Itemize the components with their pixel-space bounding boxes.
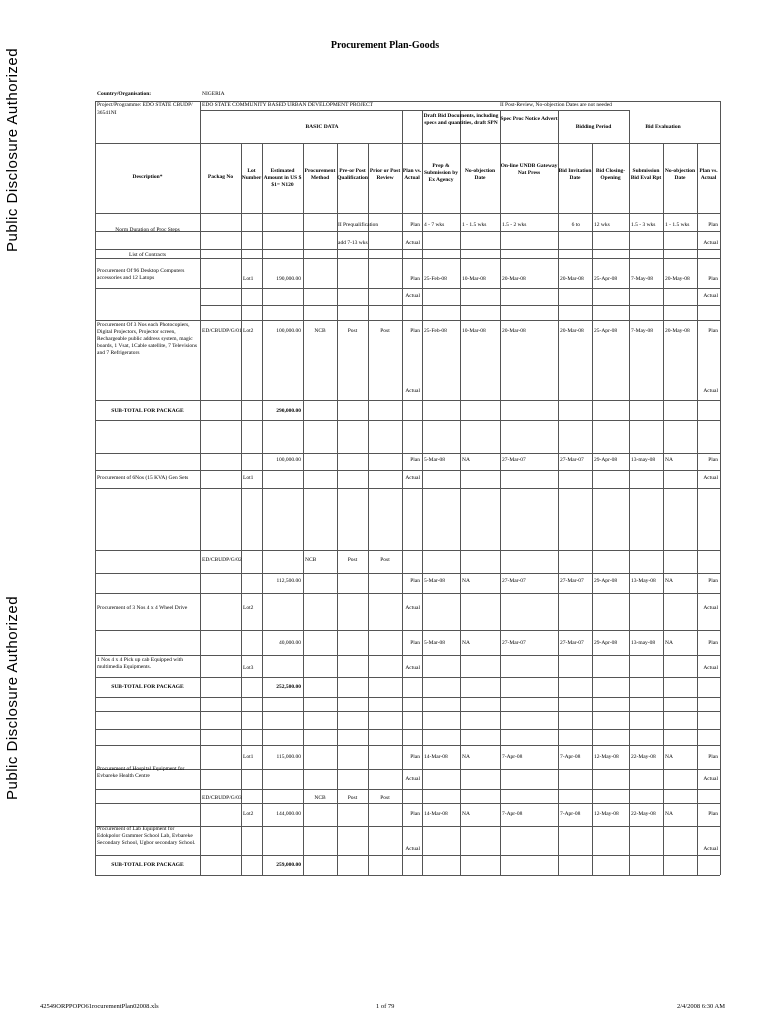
pkg2-item1-lot: Lot1 (243, 475, 254, 481)
page-title: Procurement Plan-Goods (330, 40, 440, 51)
pkg1-item2-description: Procurement Of 3 Nos each Photocopiers, Digital Projectors, Projector screen, Rechargeable public address system, magic boards, 1 Vsat, 1Cable satellite, 7 Televisions and 7 Refrigerators (97, 322, 198, 356)
norm-inv: 6 to (571, 222, 580, 228)
footer-page: 1 of 79 (376, 1003, 395, 1010)
pkg2-review: Post (380, 557, 390, 563)
norm-noobj: 1 - 1.5 wks (462, 222, 487, 228)
pkg1-item1-plan: Plan (410, 276, 420, 282)
norm-actual: Actual (405, 240, 420, 246)
pkg3-item2-description: Procurement of Lab Equipment for Edokpolor Grammer School Lab, Evbareke Secondary School, Ugbor secondary School. (97, 826, 196, 846)
pkg3-item1-description: Procurement of Hospital Equipment for Evbareke Health Centre (97, 766, 185, 779)
pkg3-item1-noobj: NA (462, 754, 470, 760)
pkg2-item1-prep: 5-Mar-08 (424, 457, 445, 463)
pkg1-item1-inv: 20-Mar-08 (560, 276, 584, 282)
pkg2-subtotal-label: SUB-TOTAL FOR PACKAGE (111, 684, 184, 690)
pkg1-item1-amount: 190,000.00 (276, 276, 301, 282)
col-proc-method: Procurement Method (304, 168, 336, 181)
bid-evaluation-label: Bid Evaluation (645, 124, 681, 130)
pkg2-item3-undb: 27-Mar-07 (502, 640, 526, 646)
pkg2-item1-noobj: NA (462, 457, 470, 463)
pkg3-item1-prep: 14-Mar-08 (424, 754, 448, 760)
pkg3-item1-amount: 115,000.00 (276, 754, 301, 760)
pkg1-item1-prep: 25-Feb-08 (424, 276, 447, 282)
pkg2-item1-undb: 27-Mar-07 (502, 457, 526, 463)
pkg3-subtotal: 259,000.00 (276, 862, 301, 868)
pkg3-item1-closing: 12-May-08 (594, 754, 619, 760)
pkg1-qual: Post (347, 328, 358, 334)
norm-sub: 1.5 - 3 wks (631, 222, 656, 228)
pkg2-item2-plan: Plan (410, 578, 420, 584)
spec-proc-label: Spec Proc Notice Advert (500, 116, 558, 122)
disclosure-watermark-top: Public Disclosure Authorized (4, 47, 21, 252)
pkg2-item2-noobj2: NA (665, 578, 673, 584)
pkg1-item2-noobj: 10-Mar-08 (462, 328, 486, 334)
col-est-amount: Estimated Amount in US $ $1= N120 (263, 168, 302, 188)
pkg2-subtotal: 252,500.00 (276, 684, 301, 690)
pkg1-item2-closing: 25-Apr-08 (594, 328, 618, 334)
col-online-undb: On-line UNDB Gateway Nat Press (500, 163, 558, 176)
col-lot-number: Lot Number (241, 168, 262, 181)
pkg2-item3-plan2: Plan (708, 640, 718, 646)
pkg2-item1-sub: 13-may-08 (631, 457, 656, 463)
pkg1-item1-description: Procurement Of 96 Desktop Computers accessories and 12 Latops (97, 268, 185, 281)
pkg2-item2-description: Procurement of 3 Nos 4 x 4 Wheel Drive (97, 605, 188, 611)
pkg2-item3-actual: Actual (405, 665, 420, 671)
pkg2-package-no: ED/CBUDP/G/02 (202, 557, 242, 563)
pkg3-item2-plan2: Plan (708, 811, 718, 817)
pkg2-item1-actual2: Actual (703, 475, 718, 481)
pkg2-item2-sub: 13-May-08 (631, 578, 656, 584)
norm-actual2: Actual (703, 240, 718, 246)
pkg3-item1-noobj2: NA (665, 754, 673, 760)
pkg1-item1-closing: 25-Apr-08 (594, 276, 618, 282)
pkg1-item1-undb: 20-Mar-08 (502, 276, 526, 282)
col-no-objection: No-objection Date (464, 168, 496, 181)
pkg2-item1-closing: 29-Apr-08 (594, 457, 618, 463)
pkg2-item2-prep: 5-Mar-08 (424, 578, 445, 584)
pkg3-item2-plan: Plan (410, 811, 420, 817)
pkg3-item2-inv: 7-Apr-08 (560, 811, 581, 817)
pkg3-item1-plan: Plan (410, 754, 420, 760)
pkg1-review: Post (380, 328, 390, 334)
pkg3-subtotal-label: SUB-TOTAL FOR PACKAGE (111, 862, 184, 868)
pkg3-item2-actual: Actual (405, 846, 420, 852)
col-no-objection-2: No-objection Date (664, 168, 696, 181)
pkg1-item2-lot: Lot2 (243, 328, 254, 334)
pkg1-item2-actual: Actual (405, 388, 420, 394)
pkg3-item1-sub: 22-May-08 (631, 754, 656, 760)
project-code: 36541NI (97, 110, 117, 116)
pkg1-item2-sub: 7-May-08 (631, 328, 653, 334)
pkg2-item3-lot: Lot3 (243, 665, 254, 671)
draft-bid-label: Draft Bid Documents, including specs and quantities, draft SPN (423, 113, 499, 126)
pkg2-item3-inv: 27-Mar-07 (560, 640, 584, 646)
pkg1-item2-plan: Plan (410, 328, 420, 334)
pkg2-item3-description: 1 Nos 4 x 4 Pick up cab Equipped with multimedia Equipments. (97, 657, 184, 670)
disclosure-watermark-bottom: Public Disclosure Authorized (4, 595, 21, 800)
pkg2-item2-actual2: Actual (703, 605, 718, 611)
country-label: Country/Organisation: (97, 91, 152, 97)
pkg2-item3-noobj: NA (462, 640, 470, 646)
review-note: II Post-Review, No-objection Dates are not needed (500, 102, 612, 108)
pkg2-item1-noobj2: NA (665, 457, 673, 463)
pkg3-item2-amount: 144,000.00 (276, 811, 301, 817)
pkg2-item1-description: Procurement of 6Nos (15 KVA) Gen Sets (97, 475, 189, 481)
pkg3-item2-closing: 12-May-08 (594, 811, 619, 817)
pkg2-item3-sub: 13-may-08 (631, 640, 656, 646)
pkg3-package-no: ED/CBUDP/G/03 (202, 795, 242, 801)
pkg2-item1-inv: 27-Mar-07 (560, 457, 584, 463)
pkg1-item1-plan2: Plan (708, 276, 718, 282)
pkg3-item1-actual: Actual (405, 776, 420, 782)
col-prepost-qual: Pre-or Post Qualification (337, 168, 368, 181)
col-prep-submission: Prep & Submission by Ex Agency (423, 163, 459, 183)
pkg1-item1-noobj2: 20-May-08 (665, 276, 690, 282)
project-value: EDO STATE COMMUNITY BASED URBAN DEVELOPMENT PROJECT (202, 102, 373, 108)
pkg1-package-no: ED/CBUDP/G/01 (202, 328, 242, 334)
pkg2-method: NCB (305, 557, 317, 563)
pkg2-qual: Post (347, 557, 358, 563)
pkg2-item3-closing: 29-Apr-08 (594, 640, 618, 646)
bidding-period-label: Bidding Period (575, 124, 612, 130)
pkg3-item2-actual2: Actual (703, 846, 718, 852)
pkg2-item2-amount: 112,500.00 (276, 578, 301, 584)
norm-undb: 1.5 - 2 wks (502, 222, 527, 228)
pkg2-item3-amount: 40,000.00 (279, 640, 301, 646)
project-label: Project/Programme: EDO STATE CBUDP/ (97, 102, 193, 108)
pkg1-item1-lot: Lot1 (243, 276, 254, 282)
pkg2-item2-noobj: NA (462, 578, 470, 584)
pkg1-item2-actual2: Actual (703, 388, 718, 394)
norm-prequal-add: add 7-13 wks (338, 240, 368, 246)
pkg1-item2-inv: 20-Mar-08 (560, 328, 584, 334)
pkg1-subtotal-label: SUB-TOTAL FOR PACKAGE (111, 408, 184, 414)
norm-noobj2: 1 - 1.5 wks (665, 222, 690, 228)
pkg3-item1-inv: 7-Apr-08 (560, 754, 581, 760)
norm-plan2: Plan (708, 222, 718, 228)
pkg3-qual: Post (347, 795, 358, 801)
pkg2-item2-closing: 29-Apr-08 (594, 578, 618, 584)
basic-data-label: BASIC DATA (305, 124, 339, 130)
pkg2-item2-plan2: Plan (708, 578, 718, 584)
pkg2-item1-actual: Actual (405, 475, 420, 481)
col-submission-bid: Submission Bid Eval Rpt (630, 168, 662, 181)
col-description: Description* (132, 174, 163, 180)
pkg1-item2-plan2: Plan (708, 328, 718, 334)
pkg1-item1-sub: 7-May-08 (631, 276, 653, 282)
pkg1-item1-actual: Actual (405, 293, 420, 299)
col-bid-invitation: Bid Invitation Date (558, 168, 592, 181)
pkg2-item2-actual: Actual (405, 605, 420, 611)
pkg2-item1-plan: Plan (410, 457, 420, 463)
norm-prep: 4 - 7 wks (424, 222, 445, 228)
pkg2-item2-lot: Lot2 (243, 605, 254, 611)
pkg1-item2-noobj2: 20-May-08 (665, 328, 690, 334)
pkg2-item2-inv: 27-Mar-07 (560, 578, 584, 584)
pkg1-item2-prep: 25-Feb-08 (424, 328, 447, 334)
col-plan-vs-actual-2: Plan vs. Actual (699, 168, 718, 181)
pkg2-item1-amount: 100,000.00 (276, 457, 301, 463)
pkg3-review: Post (380, 795, 390, 801)
pkg3-item1-undb: 7-Apr-08 (502, 754, 523, 760)
pkg3-item1-plan2: Plan (708, 754, 718, 760)
col-packag-no: Packag No (207, 174, 234, 180)
col-bid-closing: Bid Closing- Opening (595, 168, 626, 181)
norm-prequal: II Prequalification (338, 222, 379, 228)
pkg3-item2-lot: Lot2 (243, 811, 254, 817)
footer-filename: 42549ORPPOPO61rocurementPlan02008.xls (40, 1003, 159, 1010)
pkg2-item3-plan: Plan (410, 640, 420, 646)
pkg3-item2-prep: 14-Mar-08 (424, 811, 448, 817)
pkg1-subtotal: 290,000.00 (276, 408, 301, 414)
pkg1-item1-noobj: 10-Mar-08 (462, 276, 486, 282)
norm-plan: Plan (410, 222, 420, 228)
pkg3-item1-actual2: Actual (703, 776, 718, 782)
pkg1-item2-undb: 20-Mar-08 (502, 328, 526, 334)
pkg3-item2-sub: 22-May-08 (631, 811, 656, 817)
pkg2-item3-noobj2: NA (665, 640, 673, 646)
footer-timestamp: 2/4/2008 6:30 AM (677, 1003, 726, 1010)
norm-label: Norm Duration of Proc Steps (115, 227, 180, 233)
pkg2-item3-actual2: Actual (703, 665, 718, 671)
pkg1-item1-actual2: Actual (703, 293, 718, 299)
pkg2-item3-prep: 5-Mar-08 (424, 640, 445, 646)
col-prior-post: Prior or Post Review (369, 168, 401, 181)
pkg1-method: NCB (314, 328, 326, 334)
col-plan-vs-actual: Plan vs. Actual (402, 168, 422, 181)
pkg2-item1-plan2: Plan (708, 457, 718, 463)
pkg3-item1-lot: Lot1 (243, 754, 254, 760)
pkg1-item2-amount: 100,000.00 (276, 328, 301, 334)
pkg3-method: NCB (314, 795, 326, 801)
pkg2-item2-undb: 27-Mar-07 (502, 578, 526, 584)
norm-closing: 12 wks (594, 222, 610, 228)
pkg3-item2-undb: 7-Apr-08 (502, 811, 523, 817)
pkg3-item2-noobj: NA (462, 811, 470, 817)
pkg3-item2-noobj2: NA (665, 811, 673, 817)
country-value: NIGERIA (202, 91, 225, 97)
list-of-contracts: List of Contracts (129, 252, 166, 258)
